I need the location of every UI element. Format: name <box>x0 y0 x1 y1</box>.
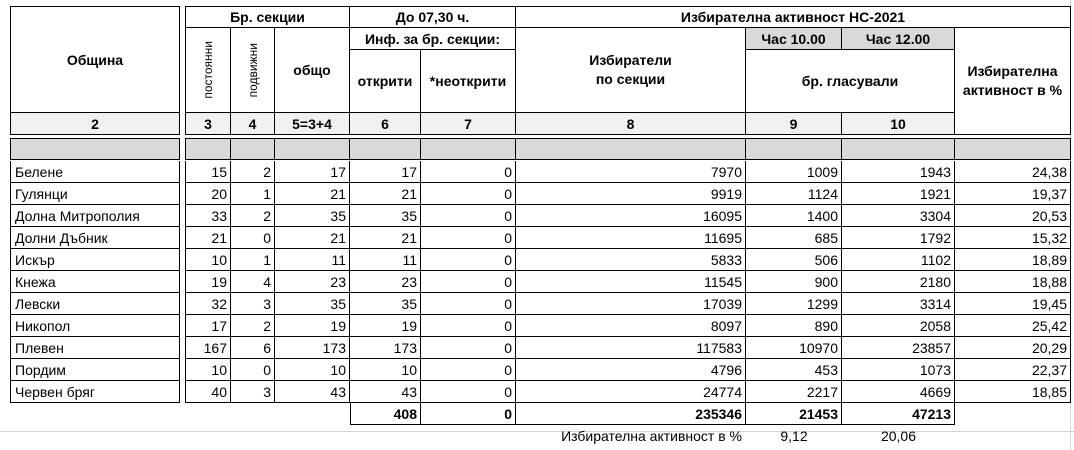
cell-h12[interactable]: 1921 <box>842 183 955 205</box>
cell-mob[interactable]: 2 <box>231 161 275 183</box>
cell-perm[interactable]: 19 <box>185 271 231 293</box>
cell-open[interactable]: 11 <box>350 249 421 271</box>
cell-voters[interactable]: 11545 <box>516 271 746 293</box>
cell-perm[interactable]: 15 <box>185 161 231 183</box>
colnum-4[interactable]: 4 <box>231 113 275 135</box>
cell-h12[interactable]: 1792 <box>842 227 955 249</box>
cell-total[interactable]: 10 <box>275 359 350 381</box>
spacer-cell[interactable] <box>842 138 955 160</box>
header-turnout-group[interactable]: Избирателна активност НС-2021 <box>516 6 1071 28</box>
cell-total[interactable]: 21 <box>275 183 350 205</box>
cell-voters[interactable]: 9919 <box>516 183 746 205</box>
turnout-h12[interactable]: 20,06 <box>880 428 917 444</box>
colnum-8[interactable]: 8 <box>516 113 746 135</box>
turnout-label[interactable]: Избирателна активност в % <box>561 428 742 444</box>
cell-mob[interactable]: 6 <box>231 337 275 359</box>
cell-total[interactable]: 17 <box>275 161 350 183</box>
cell-open[interactable]: 173 <box>350 337 421 359</box>
header-total[interactable]: общо <box>275 28 350 113</box>
cell-name[interactable]: Гулянци <box>10 183 180 205</box>
cell-open[interactable]: 35 <box>350 293 421 315</box>
colnum-5[interactable]: 5=3+4 <box>275 113 350 135</box>
cell-open[interactable]: 17 <box>350 161 421 183</box>
cell-voters[interactable]: 24774 <box>516 381 746 403</box>
spacer-cell[interactable] <box>350 138 421 160</box>
cell-h10[interactable]: 890 <box>746 315 842 337</box>
total-h12[interactable]: 47213 <box>842 403 955 425</box>
cell-mob[interactable]: 2 <box>231 205 275 227</box>
cell-open[interactable]: 35 <box>350 205 421 227</box>
cell-total[interactable]: 35 <box>275 293 350 315</box>
cell-closed[interactable]: 0 <box>421 337 516 359</box>
cell-h12[interactable]: 3314 <box>842 293 955 315</box>
cell-voters[interactable]: 8097 <box>516 315 746 337</box>
spacer-cell[interactable] <box>421 138 516 160</box>
cell-mob[interactable]: 3 <box>231 293 275 315</box>
cell-pct[interactable]: 18,89 <box>955 249 1071 271</box>
cell-h12[interactable]: 1073 <box>842 359 955 381</box>
cell-open[interactable]: 10 <box>350 359 421 381</box>
cell-pct[interactable]: 18,85 <box>955 381 1071 403</box>
colnum-10[interactable]: 10 <box>842 113 955 135</box>
cell-perm[interactable]: 167 <box>185 337 231 359</box>
cell-voters[interactable]: 11695 <box>516 227 746 249</box>
cell-h10[interactable]: 1124 <box>746 183 842 205</box>
cell-open[interactable]: 43 <box>350 381 421 403</box>
cell-h12[interactable]: 3304 <box>842 205 955 227</box>
cell-mob[interactable]: 1 <box>231 249 275 271</box>
cell-pct[interactable]: 25,42 <box>955 315 1071 337</box>
cell-h10[interactable]: 506 <box>746 249 842 271</box>
cell-pct[interactable]: 22,37 <box>955 359 1071 381</box>
colnum-7[interactable]: 7 <box>421 113 516 135</box>
cell-perm[interactable]: 20 <box>185 183 231 205</box>
cell-voters[interactable]: 4796 <box>516 359 746 381</box>
header-hour-1000[interactable]: Час 10.00 <box>746 28 842 50</box>
cell-perm[interactable]: 21 <box>185 227 231 249</box>
cell-h10[interactable]: 900 <box>746 271 842 293</box>
cell-h12[interactable]: 23857 <box>842 337 955 359</box>
cell-voters[interactable]: 16095 <box>516 205 746 227</box>
cell-mob[interactable]: 0 <box>231 359 275 381</box>
cell-mob[interactable]: 4 <box>231 271 275 293</box>
header-hour-1200[interactable]: Час 12.00 <box>842 28 955 50</box>
cell-total[interactable]: 35 <box>275 205 350 227</box>
cell-total[interactable]: 21 <box>275 227 350 249</box>
header-opened[interactable]: открити <box>350 50 421 113</box>
cell-total[interactable]: 43 <box>275 381 350 403</box>
cell-voters[interactable]: 117583 <box>516 337 746 359</box>
cell-open[interactable]: 21 <box>350 183 421 205</box>
cell-closed[interactable]: 0 <box>421 249 516 271</box>
cell-mob[interactable]: 3 <box>231 381 275 403</box>
cell-total[interactable]: 19 <box>275 315 350 337</box>
cell-name[interactable]: Белене <box>10 161 180 183</box>
spacer-cell[interactable] <box>955 138 1071 160</box>
cell-perm[interactable]: 33 <box>185 205 231 227</box>
cell-pct[interactable]: 19,45 <box>955 293 1071 315</box>
header-voted-count[interactable]: бр. гласували <box>746 50 955 113</box>
cell-perm[interactable]: 10 <box>185 359 231 381</box>
total-closed[interactable]: 0 <box>421 403 516 425</box>
cell-h12[interactable]: 2180 <box>842 271 955 293</box>
cell-pct[interactable]: 18,88 <box>955 271 1071 293</box>
cell-h12[interactable]: 2058 <box>842 315 955 337</box>
cell-open[interactable]: 21 <box>350 227 421 249</box>
cell-h10[interactable]: 2217 <box>746 381 842 403</box>
cell-voters[interactable]: 5833 <box>516 249 746 271</box>
spacer-cell[interactable] <box>746 138 842 160</box>
spacer-cell[interactable] <box>516 138 746 160</box>
cell-name[interactable]: Кнежа <box>10 271 180 293</box>
cell-perm[interactable]: 32 <box>185 293 231 315</box>
cell-pct[interactable]: 24,38 <box>955 161 1071 183</box>
cell-h10[interactable]: 10970 <box>746 337 842 359</box>
cell-name[interactable]: Левски <box>10 293 180 315</box>
header-mobile[interactable]: подвижни <box>231 28 275 113</box>
cell-perm[interactable]: 10 <box>185 249 231 271</box>
header-until-time[interactable]: До 07,30 ч. <box>350 6 516 28</box>
cell-closed[interactable]: 0 <box>421 205 516 227</box>
cell-open[interactable]: 23 <box>350 271 421 293</box>
header-info-sections[interactable]: Инф. за бр. секции: <box>350 28 516 50</box>
header-municipality[interactable]: Община <box>10 6 180 113</box>
cell-h10[interactable]: 1400 <box>746 205 842 227</box>
colnum-9[interactable]: 9 <box>746 113 842 135</box>
cell-h12[interactable]: 4669 <box>842 381 955 403</box>
colnum-6[interactable]: 6 <box>350 113 421 135</box>
cell-h10[interactable]: 685 <box>746 227 842 249</box>
spacer-cell[interactable] <box>10 138 180 160</box>
cell-name[interactable]: Долни Дъбник <box>10 227 180 249</box>
cell-name[interactable]: Пордим <box>10 359 180 381</box>
cell-voters[interactable]: 17039 <box>516 293 746 315</box>
cell-perm[interactable]: 17 <box>185 315 231 337</box>
cell-name[interactable]: Плевен <box>10 337 180 359</box>
cell-mob[interactable]: 1 <box>231 183 275 205</box>
colnum-2[interactable]: 2 <box>10 113 180 135</box>
cell-pct[interactable]: 15,32 <box>955 227 1071 249</box>
cell-pct[interactable]: 19,37 <box>955 183 1071 205</box>
cell-closed[interactable]: 0 <box>421 381 516 403</box>
cell-h12[interactable]: 1943 <box>842 161 955 183</box>
spacer-cell[interactable] <box>275 138 350 160</box>
header-turnout-pct[interactable]: Избирателна активност в % <box>955 28 1071 135</box>
cell-name[interactable]: Искър <box>10 249 180 271</box>
cell-closed[interactable]: 0 <box>421 183 516 205</box>
cell-mob[interactable]: 2 <box>231 315 275 337</box>
cell-h10[interactable]: 1009 <box>746 161 842 183</box>
total-voters[interactable]: 235346 <box>516 403 746 425</box>
cell-pct[interactable]: 20,53 <box>955 205 1071 227</box>
header-sections-group[interactable]: Бр. секции <box>185 6 350 28</box>
cell-h12[interactable]: 1102 <box>842 249 955 271</box>
cell-total[interactable]: 11 <box>275 249 350 271</box>
cell-h10[interactable]: 1299 <box>746 293 842 315</box>
turnout-h10[interactable]: 9,12 <box>780 428 808 444</box>
cell-name[interactable]: Никопол <box>10 315 180 337</box>
header-not-opened[interactable]: *неоткрити <box>421 50 516 113</box>
cell-perm[interactable]: 40 <box>185 381 231 403</box>
cell-closed[interactable]: 0 <box>421 271 516 293</box>
cell-total[interactable]: 173 <box>275 337 350 359</box>
cell-open[interactable]: 19 <box>350 315 421 337</box>
total-open[interactable]: 408 <box>350 403 421 425</box>
cell-name[interactable]: Долна Митрополия <box>10 205 180 227</box>
total-h10[interactable]: 21453 <box>746 403 842 425</box>
cell-closed[interactable]: 0 <box>421 161 516 183</box>
cell-closed[interactable]: 0 <box>421 293 516 315</box>
cell-name[interactable]: Червен бряг <box>10 381 180 403</box>
cell-closed[interactable]: 0 <box>421 359 516 381</box>
cell-voters[interactable]: 7970 <box>516 161 746 183</box>
spacer-cell[interactable] <box>185 138 231 160</box>
header-voters[interactable]: Избиратели по секции <box>516 28 746 113</box>
header-permanent[interactable]: постоянни <box>185 28 231 113</box>
spacer-cell[interactable] <box>231 138 275 160</box>
cell-h10[interactable]: 453 <box>746 359 842 381</box>
cell-total[interactable]: 23 <box>275 271 350 293</box>
cell-closed[interactable]: 0 <box>421 315 516 337</box>
cell-pct[interactable]: 20,29 <box>955 337 1071 359</box>
colnum-3[interactable]: 3 <box>185 113 231 135</box>
cell-closed[interactable]: 0 <box>421 227 516 249</box>
cell-mob[interactable]: 0 <box>231 227 275 249</box>
